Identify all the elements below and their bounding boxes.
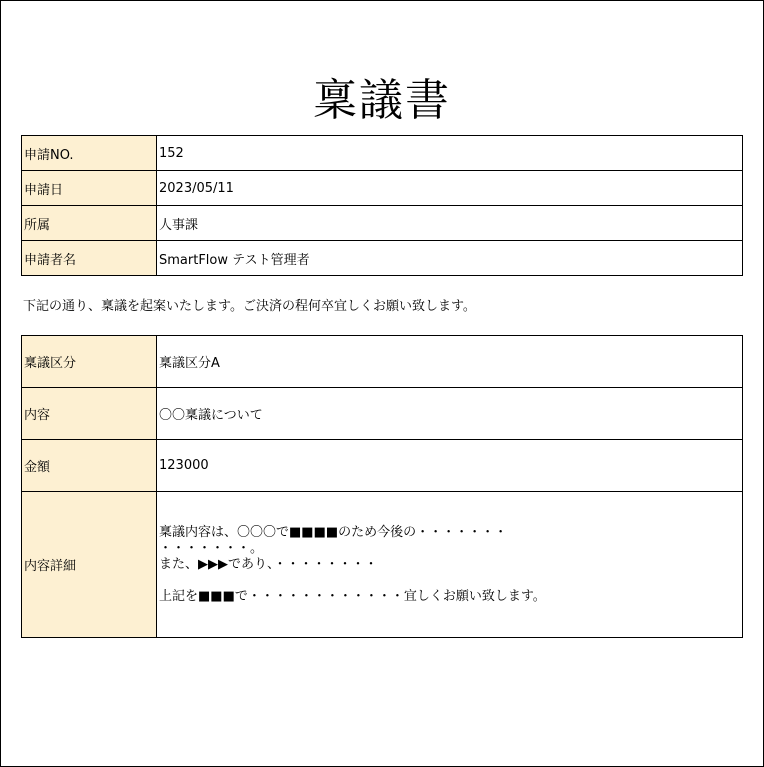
table-row: [22, 241, 743, 276]
detail-line: ・・・・・・・。: [159, 540, 264, 556]
department-label: 所属: [22, 206, 157, 241]
table-row: [22, 171, 743, 206]
application-no-value: 152: [157, 136, 743, 171]
application-date-value: 2023/05/11: [157, 171, 743, 206]
application-date-label: 申請日: [22, 171, 157, 206]
applicant-name-label: 申請者名: [22, 241, 157, 276]
detail-table: [21, 335, 743, 638]
category-value: 稟議区分A: [157, 336, 743, 388]
table-row: [22, 336, 743, 388]
applicant-name-value: SmartFlow テスト管理者: [157, 241, 743, 276]
header-table: [21, 135, 743, 276]
detail-line: 稟議内容は、〇〇〇で■■■■のため今後の・・・・・・・: [159, 524, 508, 540]
amount-value: 123000: [157, 440, 743, 492]
table-row: [22, 440, 743, 492]
category-label: 稟議区分: [22, 336, 157, 388]
document-title: 稟議書: [313, 75, 451, 126]
content-details-value: [157, 492, 743, 638]
table-row: [22, 136, 743, 171]
detail-line: 上記を■■■で・・・・・・・・・・・・宜しくお願い致します。: [159, 588, 546, 604]
detail-line: また、▶▶▶であり、・・・・・・・・: [159, 556, 378, 572]
content-label: 内容: [22, 388, 157, 440]
department-value: 人事課: [157, 206, 743, 241]
content-value: 〇〇稟議について: [157, 388, 743, 440]
table-row: [22, 206, 743, 241]
table-row: [22, 388, 743, 440]
amount-label: 金額: [22, 440, 157, 492]
table-row: [22, 492, 743, 638]
content-details-label: 内容詳細: [22, 492, 157, 638]
application-no-label: 申請NO.: [22, 136, 157, 171]
request-statement: 下記の通り、稟議を起案いたします。ご決済の程何卒宜しくお願い致します。: [23, 299, 476, 314]
detail-line: [159, 573, 740, 589]
